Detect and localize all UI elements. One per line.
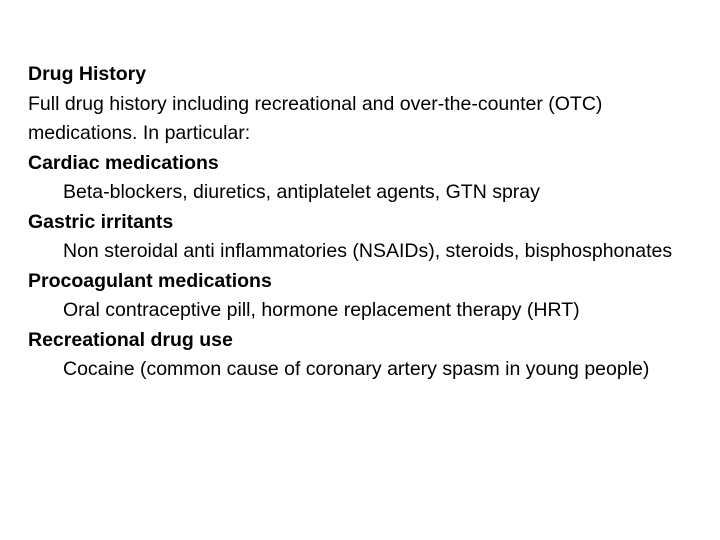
section-detail: Beta-blockers, diuretics, antiplatelet agents, GTN spray <box>63 181 540 203</box>
section-title: Recreational drug use <box>28 328 233 351</box>
section-detail: Non steroidal anti inflammatories (NSAIDs), steroids, bisphosphonates <box>63 240 673 262</box>
section-title: Gastric irritants <box>28 210 174 233</box>
section-detail: Oral contraceptive pill, hormone replacement therapy (HRT) <box>63 299 580 321</box>
section-gastric-irritants <box>28 208 698 267</box>
intro-text: Full drug history including recreational and over-the-counter (OTC) medications. In particular: <box>28 92 603 144</box>
slide-content <box>28 60 698 385</box>
section-procoagulant-medications <box>28 267 698 326</box>
page-title: Drug History <box>28 63 147 85</box>
section-recreational-drug-use <box>28 326 698 385</box>
section-cardiac-medications <box>28 149 698 208</box>
section-title: Procoagulant medications <box>28 269 272 292</box>
section-title: Cardiac medications <box>28 151 219 174</box>
section-detail: Cocaine (common cause of coronary artery spasm in young people) <box>63 358 650 380</box>
